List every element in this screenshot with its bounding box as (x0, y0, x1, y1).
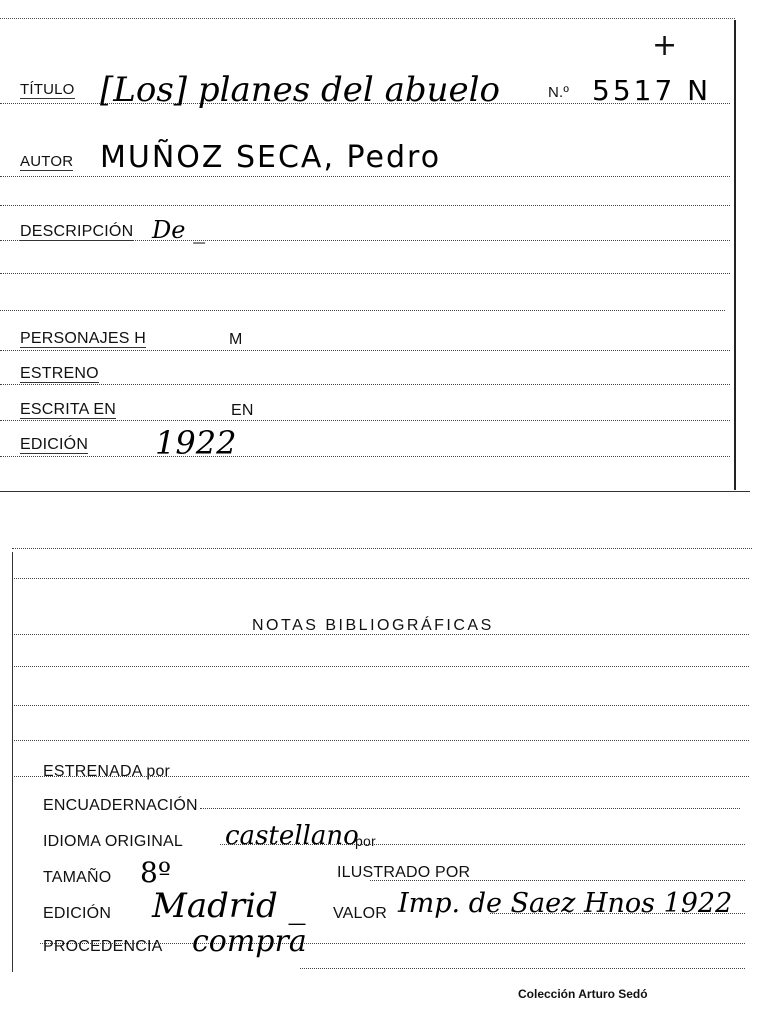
rule-line (0, 176, 730, 177)
en-label: EN (231, 402, 254, 419)
estreno-label: ESTRENO (20, 365, 99, 382)
rule-line (0, 456, 730, 457)
numero-label: N.º (548, 84, 570, 101)
card-bottom-edge (0, 491, 750, 492)
autor-label: AUTOR (20, 153, 74, 170)
valor-value: Imp. de Saez Hnos 1922 (398, 888, 733, 919)
procedencia-value: compra (192, 924, 307, 959)
rule-line (0, 420, 730, 421)
edicion-label: EDICIÓN (43, 905, 112, 922)
personajes-m-label: M (229, 331, 243, 348)
idioma-label: IDIOMA ORIGINAL (43, 833, 183, 850)
personajes-label: PERSONAJES H (20, 330, 146, 347)
titulo-label: TÍTULO (20, 81, 75, 98)
catalog-card-back (0, 548, 759, 1028)
rule-line (200, 808, 740, 809)
escrita-en-label: ESCRITA EN (20, 401, 116, 418)
notas-heading: NOTAS BIBLIOGRÁFICAS (252, 617, 494, 634)
rule-line (0, 205, 730, 206)
idioma-suffix: por (355, 833, 376, 849)
card-top-edge (12, 548, 752, 549)
rule-line (0, 384, 730, 385)
edicion-value: Madrid _ (152, 886, 306, 926)
rule-line (0, 273, 730, 274)
procedencia-label: PROCEDENCIA (43, 938, 163, 955)
edicion-label: EDICIÓN (20, 436, 89, 453)
encuadernacion-label: ENCUADERNACIÓN (43, 797, 198, 814)
edicion-value: 1922 (155, 424, 237, 462)
catalog-card-front (0, 0, 759, 496)
numero-value: 5517 N (592, 74, 712, 107)
rule-line (14, 740, 749, 741)
rule-line (14, 578, 749, 579)
descripcion-label: DESCRIPCIÓN (20, 223, 134, 240)
rule-line (300, 968, 745, 969)
descripcion-value: De _ (152, 216, 206, 244)
tamano-label: TAMAÑO (43, 869, 112, 886)
rule-line (14, 666, 749, 667)
card-left-edge (12, 552, 13, 972)
ilustrado-label: ILUSTRADO POR (337, 864, 471, 881)
autor-value: MUÑOZ SECA, Pedro (100, 140, 442, 175)
card-right-edge (734, 20, 736, 490)
idioma-value: castellano (225, 821, 359, 851)
corner-mark: + (652, 28, 678, 63)
rule-line (0, 350, 730, 351)
valor-label: VALOR (333, 905, 388, 922)
tamano-value: 8º (140, 856, 171, 889)
collection-credit: Colección Arturo Sedó (518, 987, 648, 1001)
card-top-edge (0, 18, 735, 19)
estrenada-label: ESTRENADA por (43, 763, 171, 780)
rule-line (14, 705, 749, 706)
titulo-value: [Los] planes del abuelo (100, 70, 500, 110)
rule-line (0, 310, 725, 311)
